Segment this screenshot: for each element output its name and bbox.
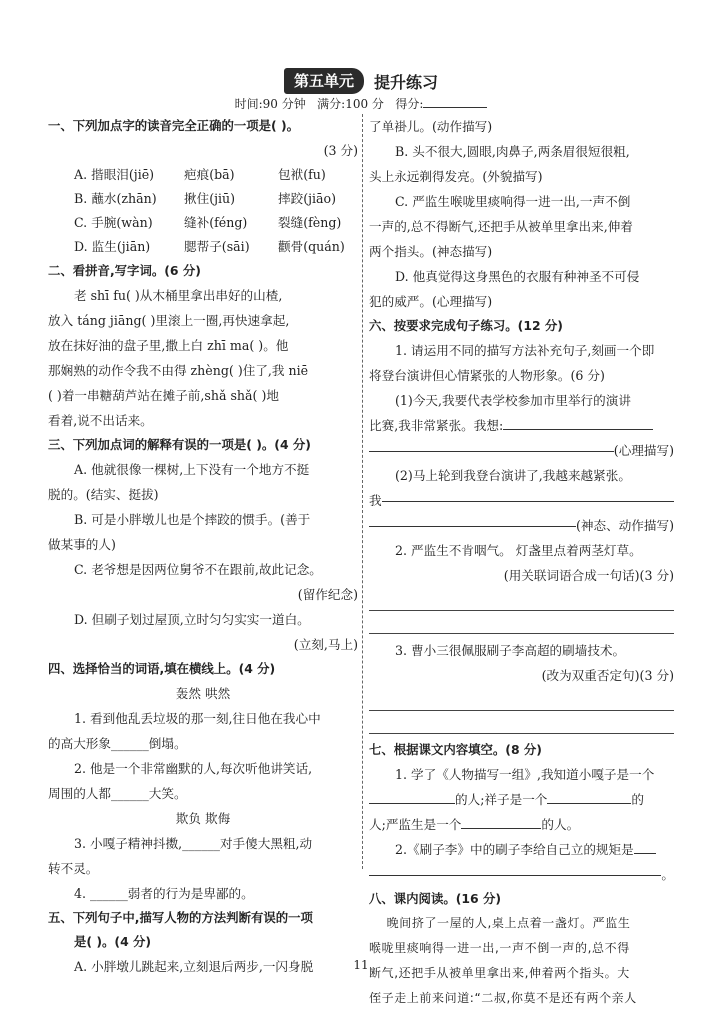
answer-blank[interactable] <box>369 588 674 611</box>
question-line: (2)马上轮到我登台演讲了,我越来越紧张。 <box>395 468 631 483</box>
section-8-title: 八、课内阅读。(16 分) <box>369 891 502 906</box>
section-1-options <box>48 163 358 259</box>
option-d-1: D. 监生(jiān) <box>74 239 151 254</box>
answer-blank[interactable] <box>369 790 455 804</box>
pinyin-line: 放入 táng jiāng( )里滚上一圈,再快速拿起, <box>48 313 290 328</box>
section-6-title: 六、按要求完成句子练习。(12 分) <box>369 318 563 333</box>
page-number: 11 <box>353 958 369 972</box>
question-line: 1. 看到他乱丢垃圾的那一刻,往日他在我心中 <box>74 711 321 726</box>
question-line: 转不灵。 <box>48 861 99 876</box>
section-5-title-cont: 是( )。(4 分) <box>74 934 152 949</box>
option-line: (立刻,马上) <box>293 637 358 652</box>
passage-line: 晚间挤了一屋的人,桌上点着一盏灯。严监生 <box>369 916 631 930</box>
option-line: 脱的。(结实、挺拔) <box>48 487 159 502</box>
option-line: B. 可是小胖墩儿也是个摔跤的惯手。(善于 <box>74 512 311 527</box>
score-label: 得分: <box>395 97 424 111</box>
answer-line <box>369 438 674 463</box>
section-1-title: 一、下列加点字的读音完全正确的一项是( )。 <box>48 118 300 133</box>
option-line: D. 但刷子划过屋顶,立时匀匀实实一道白。 <box>74 612 310 627</box>
pinyin-line: 放在抹好油的盘子里,撒上白 zhī ma( )。他 <box>48 338 289 353</box>
tag-label: (改为双重否定句)(3 分) <box>541 668 674 683</box>
pinyin-line: 那娴熟的动作令我不由得 zhèng( )住了,我 niē <box>48 363 309 378</box>
option-line: 头上永远剃得发亮。(外貌描写) <box>369 169 543 184</box>
question-text: 我 <box>369 493 382 508</box>
option-c-3: 裂缝(fèng) <box>278 215 342 230</box>
section-7-title: 七、根据课文内容填空。(8 分) <box>369 742 542 757</box>
option-line: A. 他就很像一棵树,上下没有一个地方不挺 <box>74 462 310 477</box>
question-line: 将登台演讲但心情紧张的人物形象。(6 分) <box>369 368 605 383</box>
question-text: 人;严监生是一个 <box>369 817 462 832</box>
answer-blank[interactable] <box>369 611 674 634</box>
score-blank[interactable] <box>423 94 487 108</box>
option-a-1: A. 揩眼泪(jiē) <box>74 167 155 182</box>
option-d-2: 腮帮子(sāi) <box>184 239 250 254</box>
question-line: 3. 曹小三很佩服刷子李高超的刷墙技术。 <box>395 643 626 658</box>
question-line: (1)今天,我要代表学校参加市里举行的演讲 <box>395 393 631 408</box>
option-line: 了单褂儿。(动作描写) <box>369 119 493 134</box>
answer-line <box>369 513 674 538</box>
answer-blank[interactable] <box>369 688 674 711</box>
page-header <box>0 68 722 94</box>
option-a-2: 疤痕(bā) <box>184 167 235 182</box>
answer-blank[interactable] <box>369 862 661 876</box>
answer-blank[interactable] <box>634 840 656 854</box>
exam-meta <box>0 94 722 112</box>
question-line <box>369 812 674 837</box>
passage-line: 喉咙里痰响得一进一出,一声不倒一声的,总不得 <box>369 941 630 955</box>
pinyin-line: 看着,说不出话来。 <box>48 413 153 428</box>
answer-blank[interactable] <box>382 488 674 502</box>
right-column <box>369 114 674 1011</box>
question-line: 1. 请运用不同的描写方法补充句子,刻画一个即 <box>395 343 655 358</box>
answer-line <box>369 862 674 887</box>
option-a-3: 包袱(fu) <box>278 167 326 182</box>
option-line: C. 老爷想是因两位舅爷不在跟前,故此记念。 <box>74 562 322 577</box>
option-line: 两个指头。(神态描写) <box>369 244 493 259</box>
tag-label: (用关联词语合成一句话)(3 分) <box>503 568 674 583</box>
full-score: 满分:100 分 <box>317 97 384 111</box>
passage-line: 侄子走上前来问道:“二叔,你莫不是还有两个亲人 <box>369 991 637 1005</box>
left-column <box>48 114 358 979</box>
question-line: 1. 学了《人物描写一组》,我知道小嘎子是一个 <box>395 767 655 782</box>
section-3-title: 三、下列加点词的解释有误的一项是( )。(4 分) <box>48 437 311 452</box>
option-line: C. 严监生喉咙里痰响得一进一出,一声不倒 <box>395 194 631 209</box>
question-line: 周围的人都______大笑。 <box>48 786 187 801</box>
question-line: 3. 小嘎子精神抖擞,______对手傻大黑粗,动 <box>74 836 313 851</box>
question-text: 2.《刷子李》中的刷子李给自己立的规矩是 <box>395 842 634 857</box>
option-line: D. 他真觉得这身黑色的衣服有种神圣不可侵 <box>395 269 640 284</box>
answer-blank[interactable] <box>547 790 631 804</box>
answer-line <box>369 488 674 513</box>
answer-blank[interactable] <box>369 513 576 527</box>
question-line <box>369 413 674 438</box>
option-d-3: 颧骨(quán) <box>278 239 345 254</box>
section-4-title: 四、选择恰当的词语,填在横线上。(4 分) <box>48 661 276 676</box>
section-1-points: (3 分) <box>323 143 358 158</box>
pinyin-line: 老 shī fu( )从木桶里拿出串好的山楂, <box>74 288 283 303</box>
answer-blank[interactable] <box>461 815 541 829</box>
pinyin-line: ( )着一串糖葫芦站在摊子前,shǎ shǎ( )地 <box>48 388 279 403</box>
option-c-1: C. 手腕(wàn) <box>74 215 153 230</box>
page-title: 提升练习 <box>374 72 439 92</box>
answer-blank[interactable] <box>503 416 653 430</box>
tag-label: (心理描写) <box>613 443 674 458</box>
question-line: 的高大形象______倒塌。 <box>48 736 187 751</box>
option-line: (留作纪念) <box>297 587 358 602</box>
tag-label: (神态、动作描写) <box>576 518 674 533</box>
option-line: 做某事的人) <box>48 537 116 552</box>
option-b-2: 揪住(jiū) <box>184 191 236 206</box>
question-text: 的人;祥子是一个 <box>455 792 548 807</box>
option-b-1: B. 蘸水(zhān) <box>74 191 157 206</box>
word-pair: 轰然 哄然 <box>175 686 231 701</box>
answer-blank[interactable] <box>369 438 614 452</box>
option-line: 一声的,总不得断气,还把手从被单里拿出来,伸着 <box>369 219 633 234</box>
unit-badge: 第五单元 <box>284 68 364 94</box>
time-limit: 时间:90 分钟 <box>234 97 306 111</box>
question-line: 2. 他是一个非常幽默的人,每次听他讲笑话, <box>74 761 313 776</box>
option-c-2: 缝补(féng) <box>184 215 248 230</box>
question-line: 2. 严监生不肯咽气。 灯盏里点着两茎灯草。 <box>395 543 642 558</box>
section-5-title: 五、下列句子中,描写人物的方法判断有误的一项 <box>48 910 313 925</box>
question-line: 4. ______弱者的行为是卑鄙的。 <box>74 886 254 901</box>
question-text: 的 <box>631 792 644 807</box>
answer-blank[interactable] <box>369 711 674 734</box>
question-text: 的人。 <box>541 817 580 832</box>
option-line: 犯的威严。(心理描写) <box>369 294 493 309</box>
passage-line: 断气,还把手从被单里拿出来,伸着两个指头。大 <box>369 966 630 980</box>
word-pair: 欺负 欺侮 <box>175 811 231 826</box>
question-line <box>369 787 674 812</box>
question-line <box>369 837 674 862</box>
question-text: 比赛,我非常紧张。我想: <box>369 418 504 433</box>
option-line: A. 小胖墩儿跳起来,立刻退后两步,一闪身脱 <box>74 959 314 974</box>
section-2-title: 二、看拼音,写字词。(6 分) <box>48 263 201 278</box>
option-line: B. 头不很大,圆眼,肉鼻子,两条眉很短很粗, <box>395 144 630 159</box>
option-b-3: 摔跤(jiāo) <box>278 191 337 206</box>
period-mark: 。 <box>661 867 674 882</box>
